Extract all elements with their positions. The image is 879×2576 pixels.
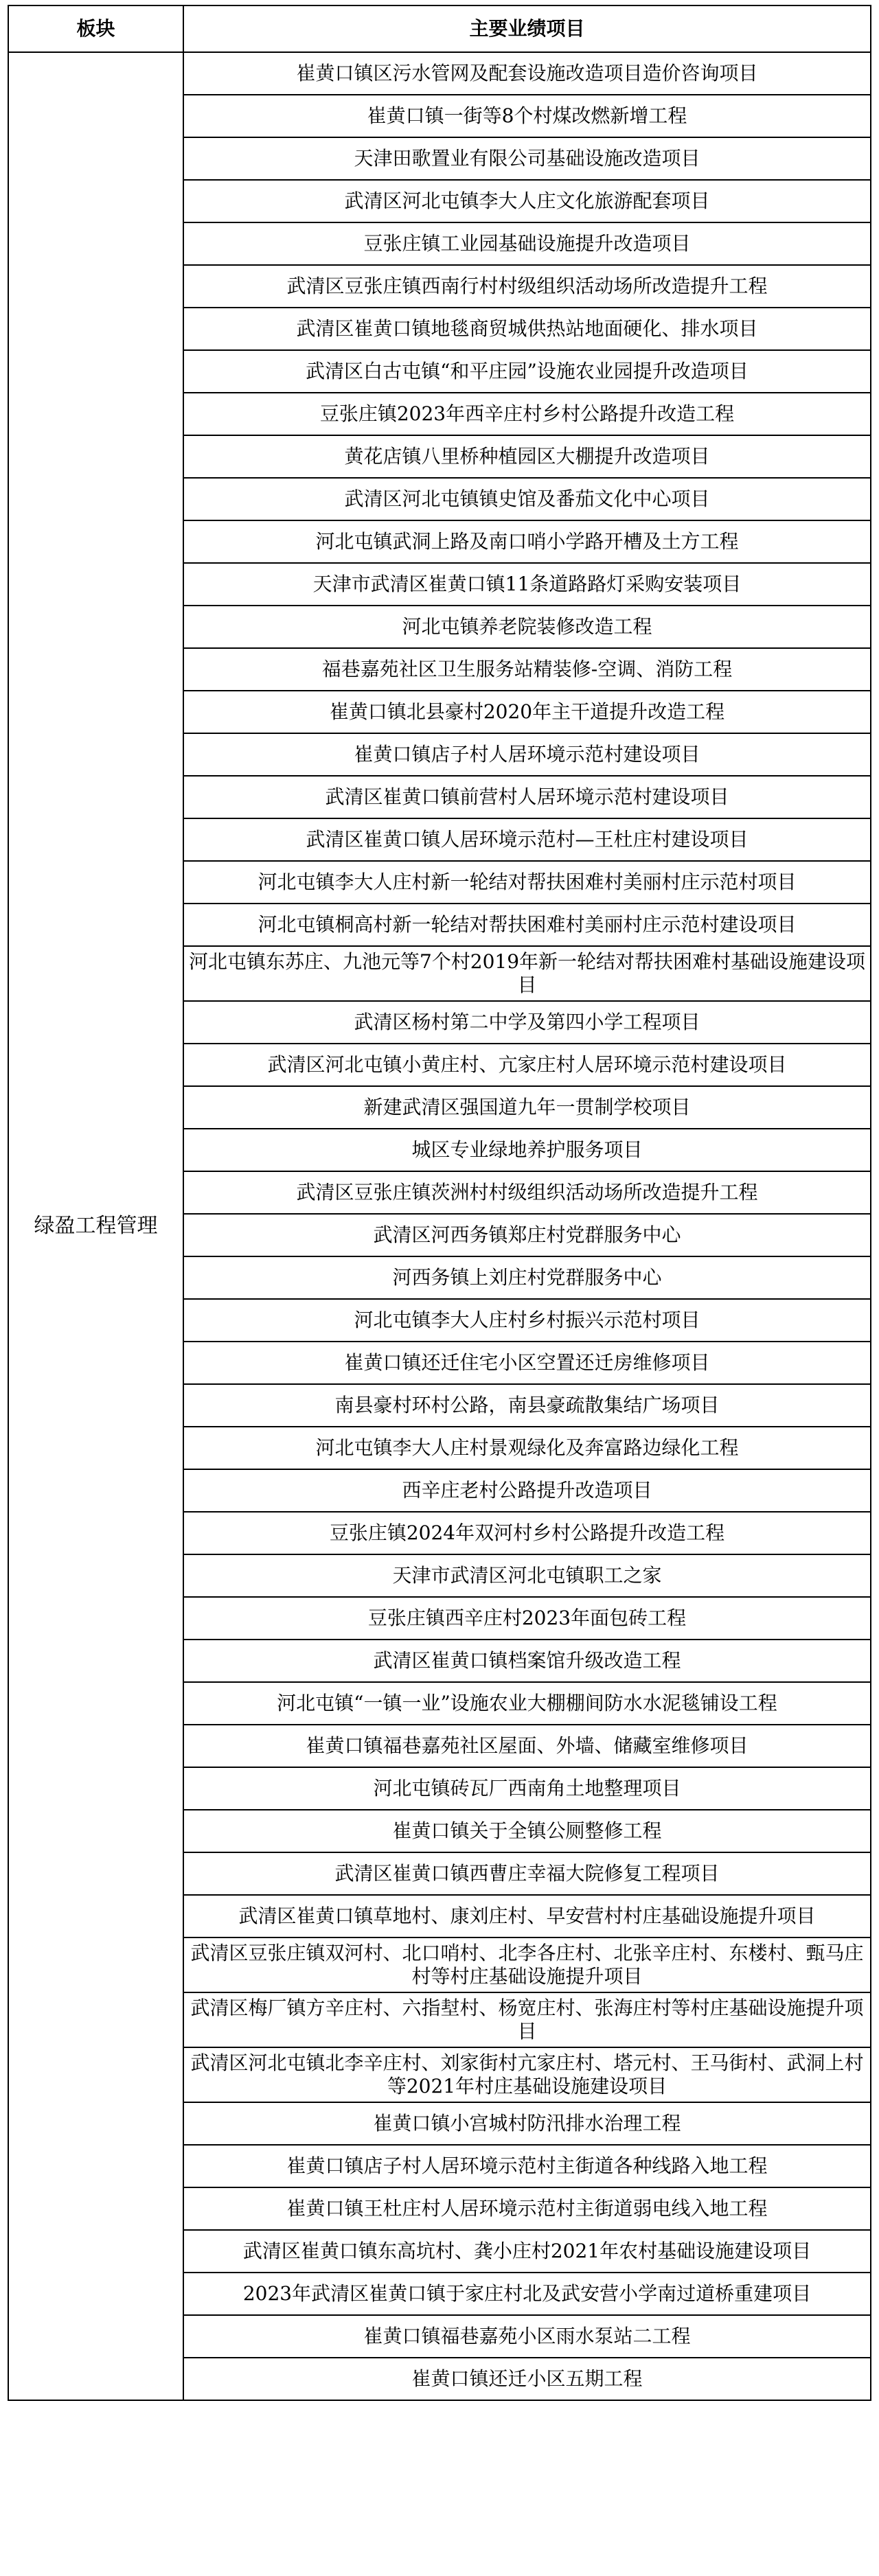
project-cell: 南县豪村环村公路，南县豪疏散集结广场项目 (183, 1384, 871, 1427)
project-cell: 新建武清区强国道九年一贯制学校项目 (183, 1086, 871, 1129)
project-cell: 河北屯镇武洞上路及南口哨小学路开槽及土方工程 (183, 520, 871, 563)
table-body (8, 52, 871, 2400)
project-cell: 武清区河北屯镇小黄庄村、亢家庄村人居环境示范村建设项目 (183, 1044, 871, 1086)
project-cell: 崔黄口镇福巷嘉苑社区屋面、外墙、储藏室维修项目 (183, 1725, 871, 1767)
project-cell: 武清区崔黄口镇草地村、康刘庄村、早安营村村庄基础设施提升项目 (183, 1895, 871, 1937)
project-cell: 河北屯镇李大人庄村新一轮结对帮扶困难村美丽村庄示范村项目 (183, 861, 871, 904)
project-cell: 河北屯镇东苏庄、九池元等7个村2019年新一轮结对帮扶困难村基础设施建设项目 (183, 946, 871, 1001)
project-cell: 崔黄口镇小宫城村防汛排水治理工程 (183, 2102, 871, 2145)
project-cell: 武清区崔黄口镇人居环境示范村—王杜庄村建设项目 (183, 818, 871, 861)
table-header-row (8, 5, 871, 52)
project-cell: 武清区豆张庄镇茨洲村村级组织活动场所改造提升工程 (183, 1171, 871, 1214)
project-cell: 河北屯镇“一镇一业”设施农业大棚棚间防水水泥毯铺设工程 (183, 1682, 871, 1725)
project-cell: 武清区河西务镇郑庄村党群服务中心 (183, 1214, 871, 1256)
header-projects: 主要业绩项目 (183, 5, 871, 52)
projects-table (8, 5, 871, 2401)
project-cell: 武清区白古屯镇“和平庄园”设施农业园提升改造项目 (183, 350, 871, 393)
project-cell: 崔黄口镇北县豪村2020年主干道提升改造工程 (183, 691, 871, 733)
project-cell: 天津市武清区崔黄口镇11条道路路灯采购安装项目 (183, 563, 871, 606)
project-cell: 河北屯镇李大人庄村乡村振兴示范村项目 (183, 1299, 871, 1342)
project-cell: 武清区河北屯镇镇史馆及番茄文化中心项目 (183, 478, 871, 520)
project-cell: 武清区杨村第二中学及第四小学工程项目 (183, 1001, 871, 1044)
project-cell: 武清区崔黄口镇地毯商贸城供热站地面硬化、排水项目 (183, 308, 871, 350)
section-cell: 绿盈工程管理 (8, 52, 183, 2400)
project-cell: 豆张庄镇西辛庄村2023年面包砖工程 (183, 1597, 871, 1640)
project-cell: 崔黄口镇店子村人居环境示范村主街道各种线路入地工程 (183, 2145, 871, 2187)
project-cell: 武清区梅厂镇方辛庄村、六指堼村、杨宽庄村、张海庄村等村庄基础设施提升项目 (183, 1992, 871, 2047)
project-cell: 河北屯镇李大人庄村景观绿化及奔富路边绿化工程 (183, 1427, 871, 1469)
project-cell: 黄花店镇八里桥种植园区大棚提升改造项目 (183, 435, 871, 478)
project-cell: 武清区崔黄口镇西曹庄幸福大院修复工程项目 (183, 1852, 871, 1895)
project-cell: 武清区豆张庄镇双河村、北口哨村、北李各庄村、北张辛庄村、东楼村、甄马庄村等村庄基础设施提升项目 (183, 1937, 871, 1992)
project-cell: 武清区崔黄口镇档案馆升级改造工程 (183, 1640, 871, 1682)
project-cell: 豆张庄镇2023年西辛庄村乡村公路提升改造工程 (183, 393, 871, 435)
project-cell: 天津田歌置业有限公司基础设施改造项目 (183, 137, 871, 180)
project-cell: 西辛庄老村公路提升改造项目 (183, 1469, 871, 1512)
project-cell: 城区专业绿地养护服务项目 (183, 1129, 871, 1171)
project-cell: 崔黄口镇一街等8个村煤改燃新增工程 (183, 95, 871, 137)
project-cell: 武清区河北屯镇李大人庄文化旅游配套项目 (183, 180, 871, 222)
project-cell: 豆张庄镇工业园基础设施提升改造项目 (183, 222, 871, 265)
project-cell: 豆张庄镇2024年双河村乡村公路提升改造工程 (183, 1512, 871, 1554)
project-cell: 崔黄口镇还迁小区五期工程 (183, 2358, 871, 2400)
project-cell: 武清区崔黄口镇前营村人居环境示范村建设项目 (183, 776, 871, 818)
project-cell: 武清区豆张庄镇西南行村村级组织活动场所改造提升工程 (183, 265, 871, 308)
project-cell: 崔黄口镇福巷嘉苑小区雨水泵站二工程 (183, 2315, 871, 2358)
project-cell: 2023年武清区崔黄口镇于家庄村北及武安营小学南过道桥重建项目 (183, 2273, 871, 2315)
header-section: 板块 (8, 5, 183, 52)
project-cell: 河北屯镇养老院装修改造工程 (183, 606, 871, 648)
project-cell: 崔黄口镇王杜庄村人居环境示范村主街道弱电线入地工程 (183, 2187, 871, 2230)
project-cell: 河西务镇上刘庄村党群服务中心 (183, 1256, 871, 1299)
project-cell: 武清区河北屯镇北李辛庄村、刘家街村亢家庄村、塔元村、王马街村、武洞上村等2021年村庄基础设施建设项目 (183, 2047, 871, 2102)
project-cell: 福巷嘉苑社区卫生服务站精装修-空调、消防工程 (183, 648, 871, 691)
project-cell: 崔黄口镇还迁住宅小区空置还迁房维修项目 (183, 1342, 871, 1384)
project-cell: 崔黄口镇店子村人居环境示范村建设项目 (183, 733, 871, 776)
project-cell: 崔黄口镇区污水管网及配套设施改造项目造价咨询项目 (183, 52, 871, 95)
project-cell: 天津市武清区河北屯镇职工之家 (183, 1554, 871, 1597)
table-row (8, 52, 871, 95)
project-cell: 崔黄口镇关于全镇公厕整修工程 (183, 1810, 871, 1852)
project-cell: 河北屯镇桐高村新一轮结对帮扶困难村美丽村庄示范村建设项目 (183, 904, 871, 946)
project-cell: 河北屯镇砖瓦厂西南角土地整理项目 (183, 1767, 871, 1810)
project-cell: 武清区崔黄口镇东高坑村、龚小庄村2021年农村基础设施建设项目 (183, 2230, 871, 2273)
